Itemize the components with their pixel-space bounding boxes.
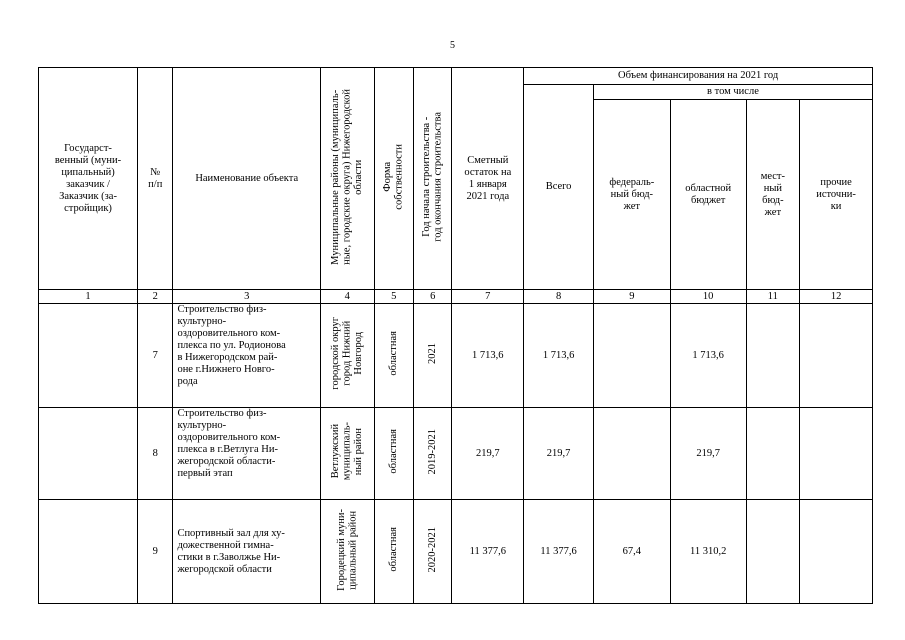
cell-customer bbox=[39, 500, 138, 604]
cell-remainder: 1 713,6 bbox=[452, 304, 524, 408]
cell-remainder: 11 377,6 bbox=[452, 500, 524, 604]
cell-number: 7 bbox=[138, 304, 173, 408]
header-financing: Объем финансирования на 2021 год bbox=[524, 68, 873, 85]
cell-customer bbox=[39, 304, 138, 408]
column-number: 1 bbox=[39, 290, 138, 304]
cell-total: 219,7 bbox=[524, 408, 594, 500]
financing-table bbox=[38, 67, 873, 604]
column-number: 9 bbox=[593, 290, 670, 304]
header-other: прочие источни- ки bbox=[800, 100, 873, 290]
cell-other bbox=[800, 500, 873, 604]
cell-other bbox=[800, 408, 873, 500]
cell-regional: 11 310,2 bbox=[670, 500, 746, 604]
header-local: мест- ный бюд- жет bbox=[746, 100, 800, 290]
page-number: 5 bbox=[450, 40, 455, 51]
column-number: 11 bbox=[746, 290, 800, 304]
column-number: 2 bbox=[138, 290, 173, 304]
table-row bbox=[39, 304, 873, 408]
column-number: 10 bbox=[670, 290, 746, 304]
cell-years: 2019-2021 bbox=[414, 408, 452, 500]
header-remainder: Сметный остаток на 1 января 2021 года bbox=[452, 68, 524, 290]
cell-district: городской округ город Нижний Новгород bbox=[321, 304, 375, 408]
column-number: 12 bbox=[800, 290, 873, 304]
column-number: 6 bbox=[414, 290, 452, 304]
cell-district: Ветлужский муниципаль- ный район bbox=[321, 408, 375, 500]
cell-ownership: областная bbox=[374, 408, 413, 500]
cell-number: 9 bbox=[138, 500, 173, 604]
table-row bbox=[39, 408, 873, 500]
cell-years: 2021 bbox=[414, 304, 452, 408]
cell-local bbox=[746, 408, 800, 500]
cell-federal bbox=[593, 304, 670, 408]
header-regional: областной бюджет bbox=[670, 100, 746, 290]
cell-local bbox=[746, 500, 800, 604]
cell-other bbox=[800, 304, 873, 408]
column-number: 8 bbox=[524, 290, 594, 304]
cell-regional: 1 713,6 bbox=[670, 304, 746, 408]
column-number: 5 bbox=[374, 290, 413, 304]
column-number: 4 bbox=[321, 290, 375, 304]
cell-district: Городецкий муни- ципальный район bbox=[321, 500, 375, 604]
cell-customer bbox=[39, 408, 138, 500]
cell-number: 8 bbox=[138, 408, 173, 500]
header-including: в том числе bbox=[593, 85, 872, 100]
cell-ownership: областная bbox=[374, 304, 413, 408]
column-numbers-row bbox=[39, 290, 873, 304]
cell-years: 2020-2021 bbox=[414, 500, 452, 604]
header-total: Всего bbox=[524, 85, 594, 290]
cell-object-name: Спортивный зал для ху- дожественной гимна- стики в г.Заволжье Ни- жегородской области bbox=[173, 500, 321, 604]
cell-total: 1 713,6 bbox=[524, 304, 594, 408]
cell-local bbox=[746, 304, 800, 408]
cell-remainder: 219,7 bbox=[452, 408, 524, 500]
table-row bbox=[39, 500, 873, 604]
header-federal: федераль- ный бюд- жет bbox=[593, 100, 670, 290]
header-ownership: Форма собственности bbox=[374, 68, 413, 290]
column-number: 3 bbox=[173, 290, 321, 304]
cell-federal: 67,4 bbox=[593, 500, 670, 604]
header-years: Год начала строительства - год окончания строительства bbox=[414, 68, 452, 290]
header-number: № п/п bbox=[138, 68, 173, 290]
column-number: 7 bbox=[452, 290, 524, 304]
header-object-name: Наименование объекта bbox=[173, 68, 321, 290]
header-district: Муниципальные районы (муниципаль- ные, городские округа) Нижегородской области bbox=[321, 68, 375, 290]
cell-object-name: Строительство физ- культурно- оздоровительного ком- плекса в г.Ветлуга Ни- жегородской области- первый этап bbox=[173, 408, 321, 500]
header-customer: Государст- венный (муни- ципальный) заказчик / Заказчик (за- стройщик) bbox=[39, 68, 138, 290]
cell-total: 11 377,6 bbox=[524, 500, 594, 604]
cell-object-name: Строительство физ- культурно- оздоровительного ком- плекса по ул. Родионова в Нижегородском рай- оне г.Нижнего Новго- рода bbox=[173, 304, 321, 408]
cell-regional: 219,7 bbox=[670, 408, 746, 500]
cell-ownership: областная bbox=[374, 500, 413, 604]
cell-federal bbox=[593, 408, 670, 500]
